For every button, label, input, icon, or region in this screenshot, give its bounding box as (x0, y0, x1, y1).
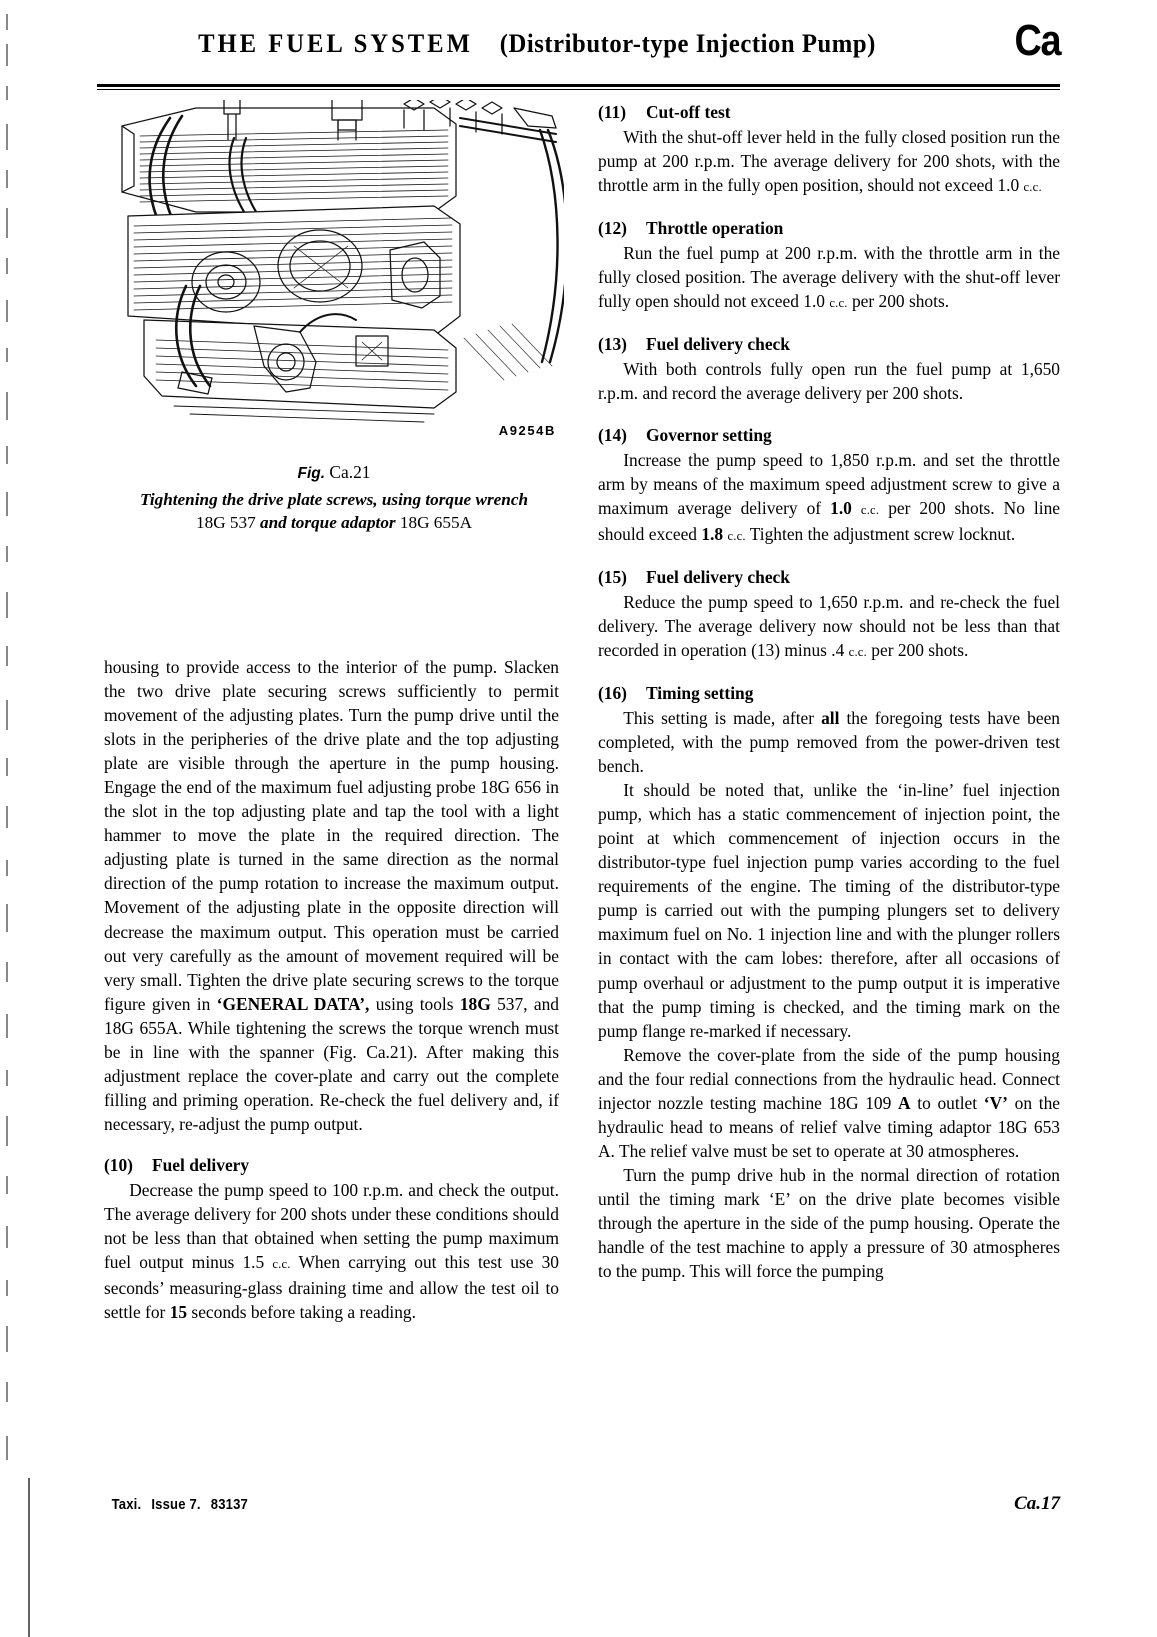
unit-cc: c.c. (727, 528, 746, 543)
figure-tool-2: 18G 655A (399, 513, 472, 532)
section-number-11: (11) (598, 102, 627, 122)
section-16-paragraph-2: It should be noted that, unlike the ‘in-line’ fuel injection pump, which has a static commencement of injection point, the point at which commencement of injection occurs in the distributor-type fuel injection pump varies according to the fuel requirements of the engine. The timing of the distributor-type pump is carried out with the pumping plungers set to delivery maximum fuel on No. 1 injection line and with the plunger rollers in contact with the cam lobes: therefore, after all occasions of pump overhaul or adjustment to the pump output it is imperative that the pump timing is checked, and the timing mark on the pump flange re-marked if necessary. (598, 780, 1060, 1041)
figure-block (104, 100, 564, 534)
figure-caption-line1: Tightening the drive plate screws, using torque wrench (139, 490, 529, 509)
section-16-paragraph-1 (598, 706, 1060, 778)
figure-description (104, 488, 564, 534)
section-body-12 (598, 241, 1060, 315)
section-title-15: Fuel delivery check (646, 566, 790, 587)
header-divider (97, 84, 1060, 90)
section-14-text-b: per 200 shots. No line should exceed (598, 497, 1061, 544)
section-title-16: Timing setting (646, 682, 754, 703)
section-heading-12 (598, 216, 1060, 240)
section-title-11: Cut-off test (646, 102, 731, 122)
tool-suffix-a: A (898, 1092, 911, 1113)
section-heading-16 (598, 681, 1060, 705)
figure-caption (104, 460, 564, 534)
unit-cc: c.c. (860, 502, 880, 517)
paragraph-continued (104, 655, 559, 1136)
section-12-text-a: Run the fuel pump at 200 r.p.m. with the throttle arm in the fully closed position. The average delivery with the shut-off lever fully open should not exceed 1.0 (598, 243, 1060, 312)
section-16-p3-b: to outlet (910, 1092, 984, 1113)
footer-publication-info (112, 1497, 248, 1513)
section-number-13: (13) (598, 334, 627, 355)
section-16-p3-c: on the hydraulic head to means of relief valve timing adaptor 18G 653 A. The relief valve must be set to operate at 30 atmospheres. (598, 1092, 1060, 1161)
figure-caption-mid: and torque adaptor (259, 513, 396, 532)
page-footer (104, 1493, 1060, 1515)
section-15-text-b: per 200 shots. (866, 639, 969, 660)
page-number: Ca.17 (1014, 1493, 1060, 1514)
section-body-15 (598, 590, 1060, 664)
section-10-text-c: seconds before taking a reading. (187, 1302, 416, 1323)
section-number-14: (14) (598, 424, 627, 445)
section-title-12: Throttle operation (646, 218, 784, 239)
section-16-p3-a: Remove the cover-plate from the side of the pump housing and the four redial connections from the hydraulic head. Connect injector nozzle testing machine 18G 109 (598, 1044, 1060, 1113)
outlet-v-label: ‘V’ (983, 1092, 1008, 1113)
section-body-14 (598, 448, 1060, 548)
general-data-reference: ‘GENERAL DATA’, (216, 993, 370, 1014)
continued-text-c: and 18G 655A. While tightening the screws the torque wrench must be in line with the spanner (Fig. Ca.21). After making this adjustment replace the cover-plate and carry out the complete filling and priming operation. Re-check the fuel delivery and, if necessary, re-adjust the pump output. (104, 993, 559, 1134)
page-title-subtitle: (Distributor-type Injection Pump) (499, 28, 876, 58)
emphasis-all: all (821, 707, 840, 728)
continued-text-a: housing to provide access to the interior of the pump. Slacken the two drive plate securing screws sufficiently to permit movement of the adjusting plates. Turn the pump drive until the slots in the peripheries of the drive plate and the top adjusting plate are visible through the aperture in the pump housing. Engage the end of the maximum fuel adjusting probe 18G 656 in the slot in the top adjusting plate and tap the tool with a light hammer to move the plate in the required direction. The adjusting plate is turned in the same direction as the normal direction of the pump rotation to increase the maximum output. Movement of the adjusting plate in the opposite direction will decrease the maximum output. This operation must be carried out very carefully as the amount of movement required will be very small. Tighten the drive plate securing screws to the torque figure given in (104, 657, 559, 1014)
section-number-16: (16) (598, 682, 627, 703)
tool-code-18g: 18G (459, 993, 491, 1014)
section-10-text-b: When carrying out this test use 30 seconds’ measuring-glass draining time and allow the test oil to settle for (104, 1252, 559, 1323)
footer-doc-number: 83137 (210, 1497, 248, 1513)
footer-publication: Taxi. (111, 1497, 142, 1513)
figure-drawing-code: A9254B (498, 423, 556, 438)
section-14-text-a: Increase the pump speed to 1,850 r.p.m. and set the throttle arm by means of the maximum speed adjustment screw to give a maximum average delivery of (598, 449, 1060, 518)
section-number-15: (15) (598, 566, 627, 587)
section-heading-13 (598, 332, 1060, 356)
section-code-badge: Ca (1014, 16, 1060, 65)
section-10-text-a: Decrease the pump speed to 100 r.p.m. and check the output. The average delivery for 200 shots under these conditions should not be less than that obtained when setting the pump maximum fuel output minus 1.5 (104, 1179, 559, 1273)
section-16-paragraph-3 (598, 1043, 1060, 1163)
section-body-11 (598, 125, 1060, 199)
section-14-text-c: Tighten the adjustment screw locknut. (745, 523, 1016, 544)
section-heading-11 (598, 100, 1060, 124)
figure-illustration (104, 100, 564, 444)
footer-issue: Issue 7. (151, 1497, 201, 1513)
figure-label: Fig. (297, 465, 326, 482)
delivery-value-max: 1.0 (830, 497, 852, 518)
section-number-10: (10) (104, 1154, 133, 1175)
seconds-value: 15 (169, 1302, 188, 1323)
section-number-12: (12) (598, 218, 627, 239)
page-header (97, 16, 1060, 86)
right-column (598, 100, 1060, 1283)
unit-cc: c.c. (848, 644, 867, 659)
figure-number-line (104, 460, 564, 486)
section-12-text-b: per 200 shots. (847, 291, 950, 312)
section-title-13: Fuel delivery check (646, 334, 790, 355)
section-body-10 (104, 1178, 559, 1324)
section-title-14: Governor setting (646, 424, 772, 445)
section-heading-15 (598, 565, 1060, 589)
tool-code-537: 537, (490, 993, 528, 1014)
continued-text-b: using tools (369, 993, 460, 1014)
delivery-value-line-limit: 1.8 (701, 523, 724, 544)
page-title (128, 28, 946, 59)
unit-cc: c.c. (829, 296, 848, 311)
scan-binding-line (28, 1478, 30, 1637)
section-11-text-a: With the shut-off lever held in the fully closed position run the pump at 200 r.p.m. The average delivery for 200 shots, with the throttle arm in the fully open position, should not exceed 1.0 (598, 127, 1060, 196)
section-heading-14 (598, 423, 1060, 447)
section-body-13: With both controls fully open run the fuel pump at 1,650 r.p.m. and record the average delivery per 200 shots. (598, 359, 1060, 404)
section-16-p1-b: the foregoing tests have been completed, with the pump removed from the power-driven test bench. (598, 707, 1060, 777)
unit-cc: c.c. (272, 1257, 291, 1272)
section-title-10: Fuel delivery (152, 1154, 250, 1175)
page-title-main: THE FUEL SYSTEM (198, 28, 473, 58)
figure-tool-1: 18G 537 (196, 513, 256, 532)
figure-number: Ca.21 (329, 462, 371, 482)
section-16-paragraph-4: Turn the pump drive hub in the normal direction of rotation until the timing mark ‘E’ on the drive plate becomes visible through the aperture in the side of the pump housing. Operate the handle of the test machine to apply a pressure of 30 atmospheres to the pump. This will force the pumping (598, 1164, 1060, 1282)
section-heading-10 (104, 1153, 559, 1177)
injection-pump-line-drawing (104, 100, 564, 444)
left-column (104, 655, 559, 1324)
scan-edge-artifacts (0, 0, 34, 1637)
unit-cc: c.c. (1023, 180, 1042, 195)
section-16-p1-a: This setting is made, after (623, 707, 822, 728)
section-15-text-a: Reduce the pump speed to 1,650 r.p.m. and re-check the fuel delivery. The average delivery now should not be less than that recorded in operation (13) minus .4 (598, 591, 1060, 660)
